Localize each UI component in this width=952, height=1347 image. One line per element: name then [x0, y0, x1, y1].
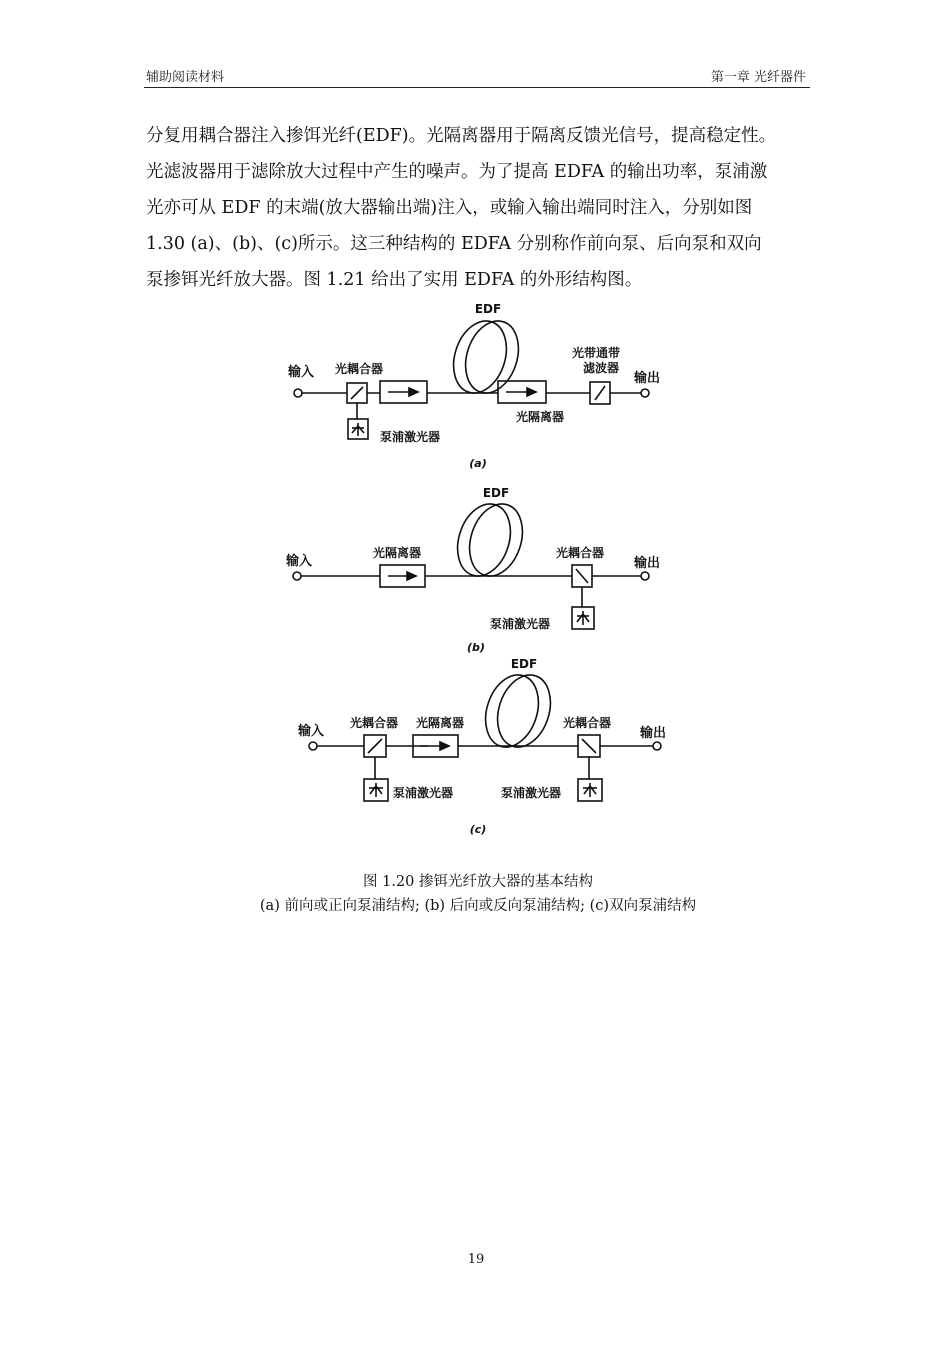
page-number: 19	[467, 1252, 485, 1267]
diagram-c	[297, 657, 666, 836]
coupler-label-c-out: 光耦合器	[563, 716, 612, 730]
header-left: 辅助阅读材料	[146, 70, 225, 85]
figure-caption-title: 图 1.20 掺铒光纤放大器的基本结构	[362, 874, 593, 890]
diagram-b	[285, 486, 660, 654]
edf-coil-c-2	[489, 668, 559, 754]
subfigure-label-a: (a)	[469, 457, 487, 470]
edf-label-b: EDF	[482, 486, 510, 500]
edf-coil-a-1	[445, 314, 515, 400]
subfigure-label-b: (b)	[467, 641, 485, 654]
pump-label-a: 泵浦激光器	[380, 430, 441, 444]
isolator-label-a: 光隔离器	[516, 410, 565, 424]
isolator-label-c: 光隔离器	[416, 716, 465, 730]
output-label-c: 输出	[640, 726, 667, 741]
subfigure-label-c: (c)	[469, 823, 487, 836]
output-port-b	[641, 572, 649, 580]
edf-coil-a-2	[457, 314, 527, 400]
coupler-label-b: 光耦合器	[556, 546, 605, 560]
coupler-label-c-in: 光耦合器	[350, 716, 399, 730]
edf-coil-b-2	[461, 497, 531, 583]
edf-label-c: EDF	[510, 657, 538, 671]
input-port-b	[293, 572, 301, 580]
pump-label-c-right: 泵浦激光器	[501, 786, 562, 800]
isolator-label-b: 光隔离器	[373, 546, 422, 560]
input-port-a	[294, 389, 302, 397]
header-rule	[144, 87, 810, 88]
diagram-a	[287, 302, 660, 470]
edf-coil-c-1	[477, 668, 547, 754]
output-label-b: 输出	[634, 556, 661, 571]
paragraph-line: 分复用耦合器注入掺饵光纤(EDF)。光隔离器用于隔离反馈光信号，提高稳定性。	[146, 126, 777, 146]
output-port-c	[653, 742, 661, 750]
paragraph-line: 光滤波器用于滤除放大过程中产生的噪声。为了提高 EDFA 的输出功率，泵浦激	[146, 162, 768, 182]
input-label-b: 输入	[286, 554, 313, 569]
pump-label-c-left: 泵浦激光器	[393, 786, 454, 800]
paragraph-line: 1.30 (a)、(b)、(c)所示。这三种结构的 EDFA 分别称作前向泵、后向泵和双向	[146, 234, 762, 254]
filter-label-a-1: 光带通带	[572, 346, 621, 360]
output-label-a: 输出	[634, 371, 661, 386]
edfa-figure	[240, 295, 720, 845]
output-port-a	[641, 389, 649, 397]
input-port-c	[309, 742, 317, 750]
paragraph-line: 光亦可从 EDF 的末端(放大器输出端)注入，或输入输出端同时注入，分别如图	[146, 198, 753, 218]
figure-caption-subtitle: (a) 前向或正向泵浦结构; (b) 后向或反向泵浦结构; (c)双向泵浦结构	[259, 898, 697, 914]
header-right: 第一章 光纤器件	[710, 70, 806, 85]
pump-label-b: 泵浦激光器	[490, 617, 551, 631]
edf-label-a: EDF	[474, 302, 502, 316]
paragraph-line: 泵掺铒光纤放大器。图 1.21 给出了实用 EDFA 的外形结构图。	[146, 270, 643, 290]
input-label-a: 输入	[288, 365, 315, 380]
edf-coil-b-1	[449, 497, 519, 583]
input-label-c: 输入	[298, 724, 325, 739]
coupler-label-a: 光耦合器	[335, 362, 384, 376]
filter-label-a-2: 滤波器	[583, 361, 620, 375]
